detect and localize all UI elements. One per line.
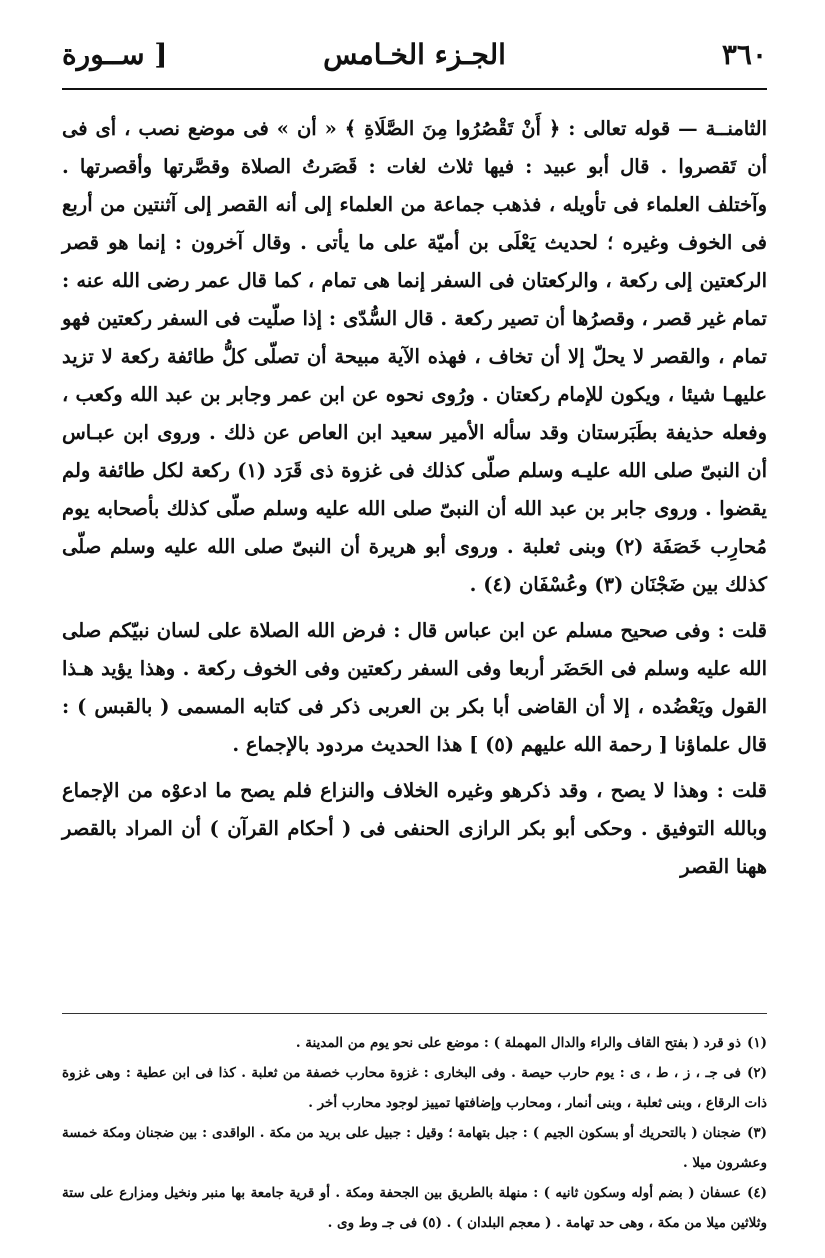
footnote-text: ذو قرد ( بفتح القاف والراء والدال المهملة ) : موضع على نحو يوم من المدينة . (295, 1035, 741, 1051)
page-number: ٣٦٠ (721, 38, 767, 71)
footnote-text: فى جـ ، ز ، ط ، ى : يوم حارب حيصة . وفى البخارى : غزوة محارب خصفة من ثعلبة . كذا فى ابن عطية : وهى غزوة ذات الرقاع ، وبنى ثعلبة ، وبنى أنمار ، ومحارب وإضافتها تمييز لوجود محارب أخر . (62, 1065, 767, 1111)
paragraph-qultu-1: قلت : وفى صحيح مسلم عن ابن عباس قال : فرض الله الصلاة على لسان نبيّكم صلى الله عليه وسلم فى الحَضَر أربعا وفى السفر ركعتين وفى الخوف ركعة . وهذا يؤيد هـذا القول ويَعْضُده ، إلا أن القاضى أبا بكر بن العربى ذكر فى كتابه المسمى ( بالقبس ) : قال علماؤنا [ رحمة الله عليهم (٥) ] هذا الحديث مردود بالإجماع . (62, 619, 767, 756)
footnotes (62, 1013, 767, 1238)
footnote-text: ضجنان ( بالتحريك أو بسكون الجيم ) : جبل بتهامة ؛ وقيل : جبيل على بريد من مكة . الواقدى : بين ضجنان ومكة خمسة وعشرون ميلا . (62, 1125, 767, 1171)
paragraph-eighth: الثامنــة — قوله تعالى : ﴿ أَنْ تَقْصُرُوا مِنَ الصَّلَاةِ ﴾ « أن » فى موضع نصب ، أى فى أن تَقصروا . قال أبو عبيد : فيها ثلاث لغات : قَصَرتُ الصلاة وقصَّرتها وأقصرتها . وآختلف العلماء فى تأويله ، فذهب جماعة من العلماء إلى أنه القصر إلى آثنتين من أربع فى الخوف وغيره ؛ لحديث يَعْلَى بن أميّة على ما يأتى . وقال آخرون : إنما هو قصر الركعتين إلى ركعة ، والركعتان فى السفر إنما هى تمام ، كما قال عمر رضى الله عنه : تمام غير قصر ، وقصرُها أن تصير ركعة . قال السُّدّى : إذا صلّيت فى السفر ركعتين فهو تمام ، والقصر لا يحلّ إلا أن تخاف ، فهذه الآية مبيحة أن تصلّى كلُّ طائفة ركعة لا تزيد عليهـا شيئا ، ويكون للإمام ركعتان . ورُوى نحوه عن ابن عمر وجابر بن عبد الله وكعب ، وفعله حذيفة بطَبَرستان وقد سأله الأمير سعيد ابن العاص عن ذلك . وروى ابن عبـاس أن النبىّ صلى الله عليـه وسلم صلّى كذلك فى غزوة ذى قَرَد (١) ركعة لكل طائفة ولم يقضوا . وروى جابر بن عبد الله أن النبىّ صلى الله عليه وسلم صلّى كذلك بأصحابه يوم مُحارِب خَصَفَة (٢) وبنى ثعلبة . وروى أبو هريرة أن النبىّ صلى الله عليه وسلم صلّى كذلك بين ضَجْنَان (٣) وعُسْفَان (٤) . (62, 117, 768, 596)
footnote (62, 1118, 767, 1178)
header-sura: [ ســورة (62, 38, 168, 71)
main-text (62, 110, 767, 886)
running-header (62, 28, 767, 90)
page (62, 28, 768, 1231)
footnote-number: (٤) (746, 1185, 767, 1201)
footnote-number: (٣) (746, 1125, 767, 1141)
paragraph-qultu-2: قلت : وهذا لا يصح ، وقد ذكرهو وغيره الخلاف والنزاع فلم يصح ما ادعوْه من الإجماع وبالله التوفيق . وحكى أبو بكر الرازى الحنفى فى ( أحكام القرآن ) أن المراد بالقصر ههنا القصر (62, 779, 767, 878)
footnote (62, 1058, 767, 1118)
footnote (62, 1028, 767, 1058)
footnote-text: عسفان ( بضم أوله وسكون ثانيه ) : منهلة بالطريق بين الجحفة ومكة . أو قرية جامعة بها منبر ونخيل ومزارع على ستة وثلاثين ميلا من مكة ، وهى حد تهامة . ( معجم البلدان ) . (٥) فى جـ وط وى . (62, 1185, 767, 1231)
footnote (62, 1178, 767, 1238)
header-title: الجـزء الخـامس (323, 38, 506, 71)
footnote-number: (٢) (746, 1065, 767, 1081)
footnote-number: (١) (746, 1035, 767, 1051)
